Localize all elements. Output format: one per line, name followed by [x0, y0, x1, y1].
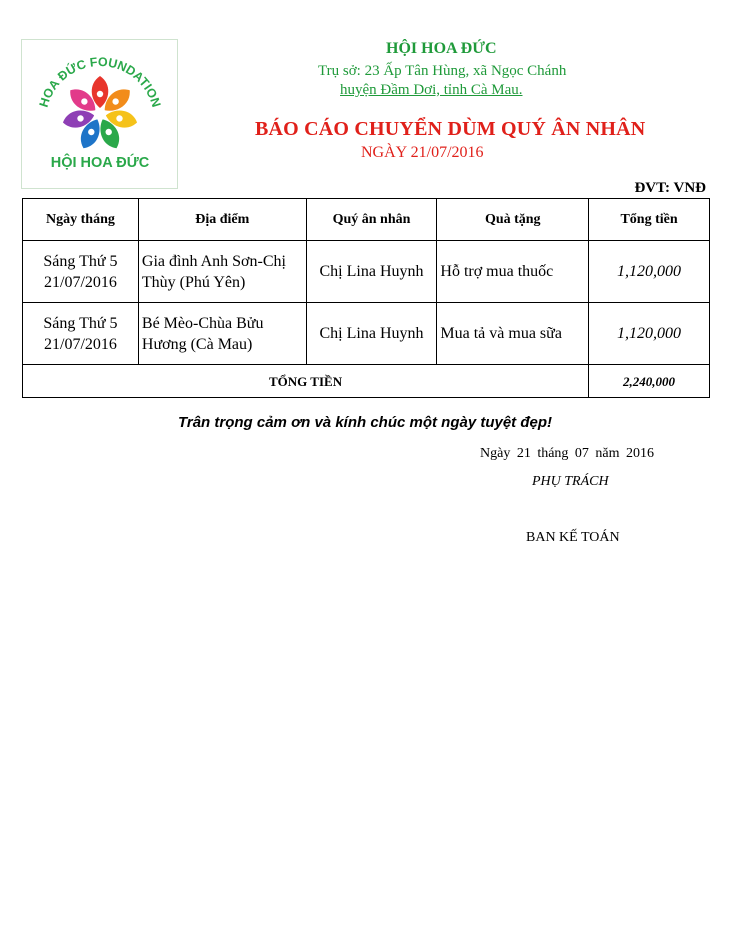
- report-table: [22, 198, 710, 398]
- cell-date: [23, 303, 139, 365]
- total-amount: 2,240,000: [589, 365, 710, 398]
- cell-date-line1: Sáng Thứ 5: [43, 314, 118, 332]
- cell-gift: Hỗ trợ mua thuốc: [437, 241, 589, 303]
- table-row: [23, 241, 710, 303]
- thank-you-note: Trân trọng cảm ơn và kính chúc một ngày tuyệt đẹp!: [177, 414, 553, 431]
- cell-donor: Chị Lina Huynh: [306, 303, 437, 365]
- signature-role: PHỤ TRÁCH: [532, 474, 609, 489]
- org-address-line1: Trụ sở: 23 Ấp Tân Hùng, xã Ngọc Chánh: [318, 63, 567, 79]
- cell-place: Bé Mèo-Chùa Bửu Hương (Cà Mau): [138, 303, 306, 365]
- cell-amount: 1,120,000: [589, 303, 710, 365]
- header-place: Địa điểm: [138, 199, 306, 241]
- cell-donor: Chị Lina Huynh: [306, 241, 437, 303]
- table-total-row: [23, 365, 710, 398]
- signature-department: BAN KẾ TOÁN: [526, 530, 620, 545]
- report-title: BÁO CÁO CHUYỂN DÙM QUÝ ÂN NHÂN: [255, 118, 646, 140]
- cell-place: Gia đình Anh Sơn-Chị Thùy (Phú Yên): [138, 241, 306, 303]
- header-gift: Quà tặng: [437, 199, 589, 241]
- header-date: Ngày tháng: [23, 199, 139, 241]
- header-amount: Tổng tiền: [589, 199, 710, 241]
- header-donor: Quý ân nhân: [306, 199, 437, 241]
- total-label: TỔNG TIỀN: [23, 365, 589, 398]
- report-date: NGÀY 21/07/2016: [361, 144, 484, 161]
- logo-bottom-text: HỘI HOA ĐỨC: [50, 155, 150, 171]
- logo-center: [94, 108, 106, 120]
- currency-unit: ĐVT: VNĐ: [634, 180, 706, 196]
- flower-logo-icon: [22, 40, 177, 188]
- table-header-row: [23, 199, 710, 241]
- logo-petal-dot: [97, 91, 103, 97]
- cell-amount: 1,120,000: [589, 241, 710, 303]
- foundation-logo: [21, 39, 178, 189]
- org-name: HỘI HOA ĐỨC: [386, 40, 497, 57]
- cell-date-line2: 21/07/2016: [44, 273, 117, 291]
- cell-gift: Mua tả và mua sữa: [437, 303, 589, 365]
- cell-date-line2: 21/07/2016: [44, 335, 117, 353]
- signature-date: Ngày 21 tháng 07 năm 2016: [480, 446, 655, 461]
- cell-date-line1: Sáng Thứ 5: [43, 252, 118, 270]
- logo-arc-text: HOA ĐỨC FOUNDATION: [36, 54, 164, 109]
- org-address-line2: huyện Đầm Dơi, tỉnh Cà Mau.: [340, 82, 523, 98]
- cell-date: [23, 241, 139, 303]
- table-row: [23, 303, 710, 365]
